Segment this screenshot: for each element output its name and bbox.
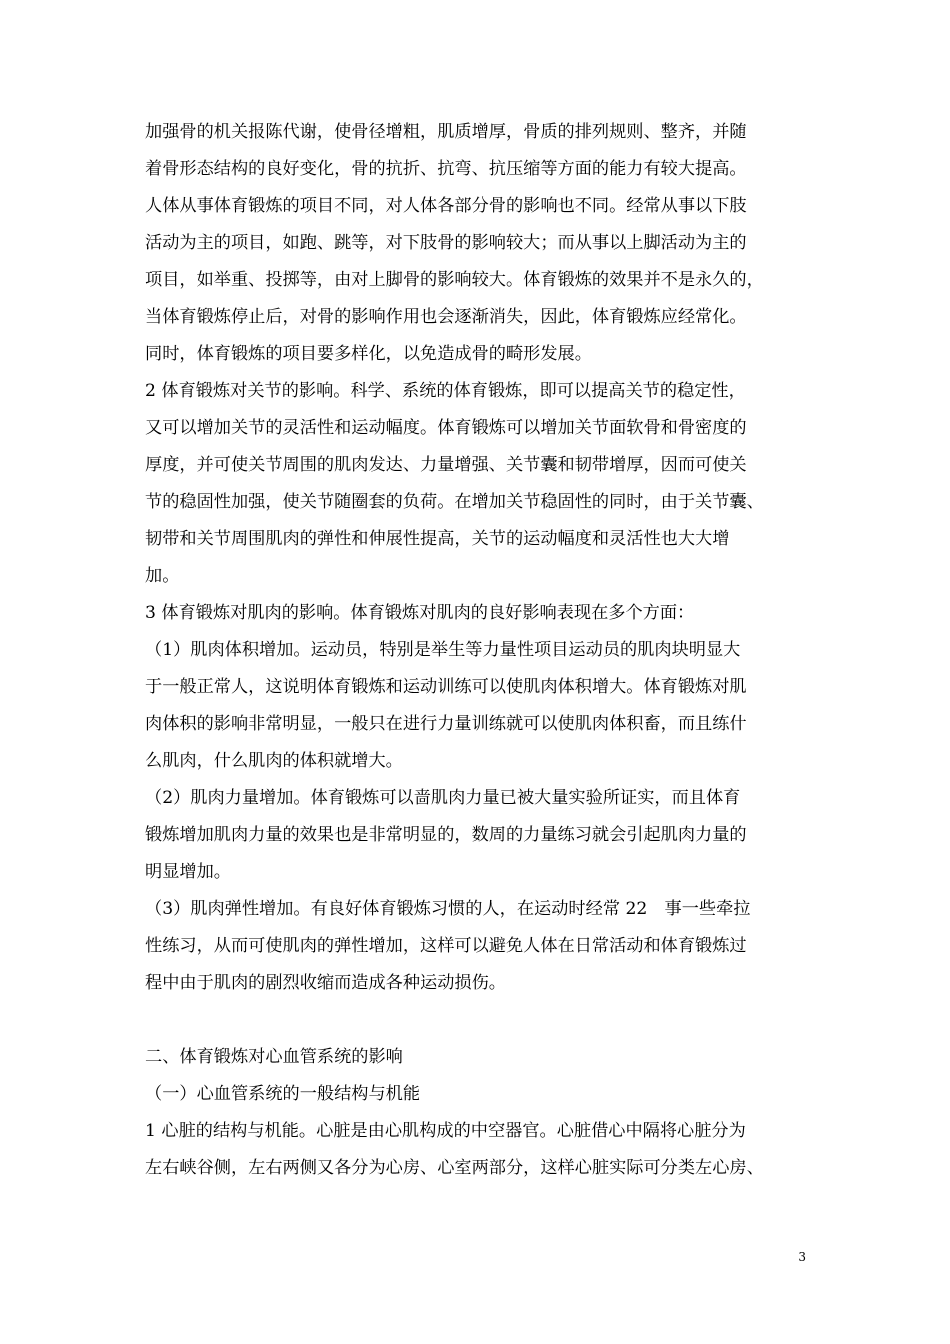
text-line: 加强骨的机关报陈代谢，使骨径增粗，肌质增厚，骨质的排列规则、整齐，并随	[145, 122, 747, 142]
text-line: 于一般正常人，这说明体育锻炼和运动训练可以使肌肉体积增大。体育锻炼对肌	[145, 677, 747, 697]
text-line: 么肌肉，什么肌肉的体积就增大。	[145, 751, 403, 771]
text-line: 3 体育锻炼对肌肉的影响。体育锻炼对肌肉的良好影响表现在多个方面：	[145, 603, 695, 623]
text-line: 性练习，从而可使肌肉的弹性增加，这样可以避免人体在日常活动和体育锻炼过	[145, 936, 747, 956]
text-line: 当体育锻炼停止后，对骨的影响作用也会逐渐消失，因此，体育锻炼应经常化。	[145, 307, 747, 327]
text-line: 厚度，并可使关节周围的肌肉发达、力量增强、关节囊和韧带增厚，因而可使关	[145, 455, 747, 475]
text-line: 着骨形态结构的良好变化，骨的抗折、抗弯、抗压缩等方面的能力有较大提高。	[145, 159, 747, 179]
text-line: 项目，如举重、投掷等，由对上脚骨的影响较大。体育锻炼的效果并不是永久的，	[145, 270, 764, 290]
text-line: 韧带和关节周围肌肉的弹性和伸展性提高，关节的运动幅度和灵活性也大大增	[145, 529, 730, 549]
text-line: 活动为主的项目，如跑、跳等，对下肢骨的影响较大；而从事以上脚活动为主的	[145, 233, 747, 253]
text-line: 1 心脏的结构与机能。心脏是由心肌构成的中空器官。心脏借心中隔将心脏分为	[145, 1121, 746, 1141]
text-line: 加。	[145, 566, 180, 586]
text-line: 程中由于肌肉的剧烈收缩而造成各种运动损伤。	[145, 973, 506, 993]
text-line: 锻炼增加肌肉力量的效果也是非常明显的，数周的力量练习就会引起肌肉力量的	[145, 825, 747, 845]
text-line: 又可以增加关节的灵活性和运动幅度。体育锻炼可以增加关节面软骨和骨密度的	[145, 418, 747, 438]
text-line: 肉体积的影响非常明显，一般只在进行力量训练就可以使肌肉体积畜，而且练什	[145, 714, 747, 734]
section-heading: 二、体育锻炼对心血管系统的影响	[145, 1047, 403, 1067]
blank-line	[145, 1002, 807, 1039]
text-line: 节的稳固性加强，使关节随圈套的负荷。在增加关节稳固性的同时，由于关节囊、	[145, 492, 764, 512]
document-body	[145, 114, 807, 1187]
text-line: （2）肌肉力量增加。体育锻炼可以啬肌肉力量已被大量实验所证实，而且体育	[145, 788, 741, 808]
text-line: 人体从事体育锻炼的项目不同，对人体各部分骨的影响也不同。经常从事以下肢	[145, 196, 747, 216]
subsection-heading: （一）心血管系统的一般结构与机能	[145, 1084, 421, 1104]
text-line: 明显增加。	[145, 862, 231, 882]
text-line: 左右峡谷侧，左右两侧又各分为心房、心室两部分，这样心脏实际可分类左心房、	[145, 1158, 764, 1178]
text-line: 2 体育锻炼对关节的影响。科学、系统的体育锻炼，即可以提高关节的稳定性，	[145, 381, 746, 401]
page-number: 3	[798, 1250, 806, 1264]
text-line: （1）肌肉体积增加。运动员，特别是举生等力量性项目运动员的肌肉块明显大	[145, 640, 741, 660]
text-line: （3）肌肉弹性增加。有良好体育锻炼习惯的人，在运动时经常 22 事一些牵拉	[145, 899, 751, 919]
text-line: 同时，体育锻炼的项目要多样化，以免造成骨的畸形发展。	[145, 344, 592, 364]
